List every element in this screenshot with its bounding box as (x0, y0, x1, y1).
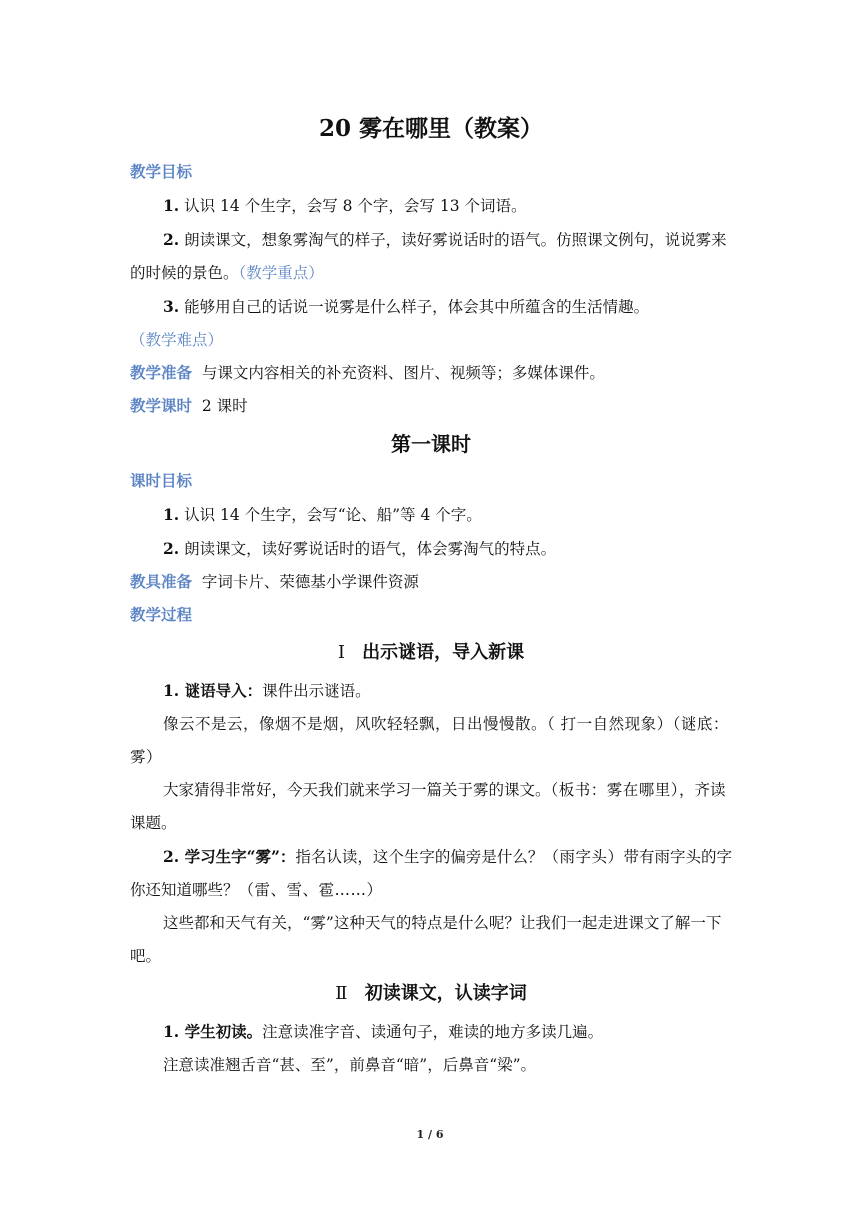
goal-2: 2. 朗读课文，想象雾淘气的样子，读好雾说话时的语气。仿照课文例句，说说雾来的时候的景色。（教学重点） (130, 230, 727, 282)
process-heading: 教学过程 (130, 606, 193, 624)
step-1-title: Ⅰ 出示谜语，导入新课 (337, 642, 525, 663)
difficulty-note: （教学难点） (130, 331, 224, 349)
step-1-para-1: 1. 谜语导入：课件出示谜语。 (163, 681, 371, 700)
step-1-para-4: 这些都和天气有关，“雾”这种天气的特点是什么呢？让我们一起走进课文了解一下吧。 (130, 914, 722, 965)
riddle-text: 像云不是云，像烟不是烟，风吹轻轻飘，日出慢慢散。（ 打一自然现象）（谜底：雾） (130, 715, 729, 766)
lesson-goals-heading: 课时目标 (130, 472, 193, 490)
step-2-para-2: 注意读准翘舌音“甚、至”，前鼻音“暗”，后鼻音“梁”。 (163, 1056, 537, 1074)
step-2-para-1: 1. 学生初读。注意读准字音、读通句子，难读的地方多读几遍。 (163, 1022, 604, 1041)
teaching-hours: 教学课时 2 课时 (130, 397, 248, 415)
page-title: 20 雾在哪里（教案） (318, 115, 543, 142)
lesson-goal-1: 1. 认识 14 个生字，会写“论、船”等 4 个字。 (163, 505, 482, 524)
page-number: 1 / 6 (416, 1128, 444, 1141)
document-content (130, 112, 732, 1082)
goal-3: 3. 能够用自己的话说一说雾是什么样子，体会其中所蕴含的生活情趣。（教学难点） (130, 297, 650, 349)
step-2-title: Ⅱ 初读课文，认读字词 (335, 983, 527, 1004)
teaching-prep: 教学准备 与课文内容相关的补充资料、图片、视频等；多媒体课件。 (130, 364, 605, 382)
key-point-note: （教学重点） (238, 264, 324, 282)
goal-1: 1. 认识 14 个生字，会写 8 个字，会写 13 个词语。 (163, 196, 527, 215)
lesson-1-title: 第一课时 (391, 432, 471, 456)
goals-heading: 教学目标 (130, 163, 193, 181)
step-1-para-3: 2. 学习生字“雾”：指名认读，这个生字的偏旁是什么？（雨字头）带有雨字头的字你还知道哪些？（雷、雪、雹……） (130, 847, 732, 899)
tools-prep: 教具准备 字词卡片、荣德基小学课件资源 (130, 573, 419, 591)
lesson-goal-2: 2. 朗读课文，读好雾说话时的语气，体会雾淘气的特点。 (163, 539, 557, 558)
step-1-para-2: 大家猜得非常好，今天我们就来学习一篇关于雾的课文。（板书：雾在哪里），齐读课题。 (130, 781, 726, 832)
